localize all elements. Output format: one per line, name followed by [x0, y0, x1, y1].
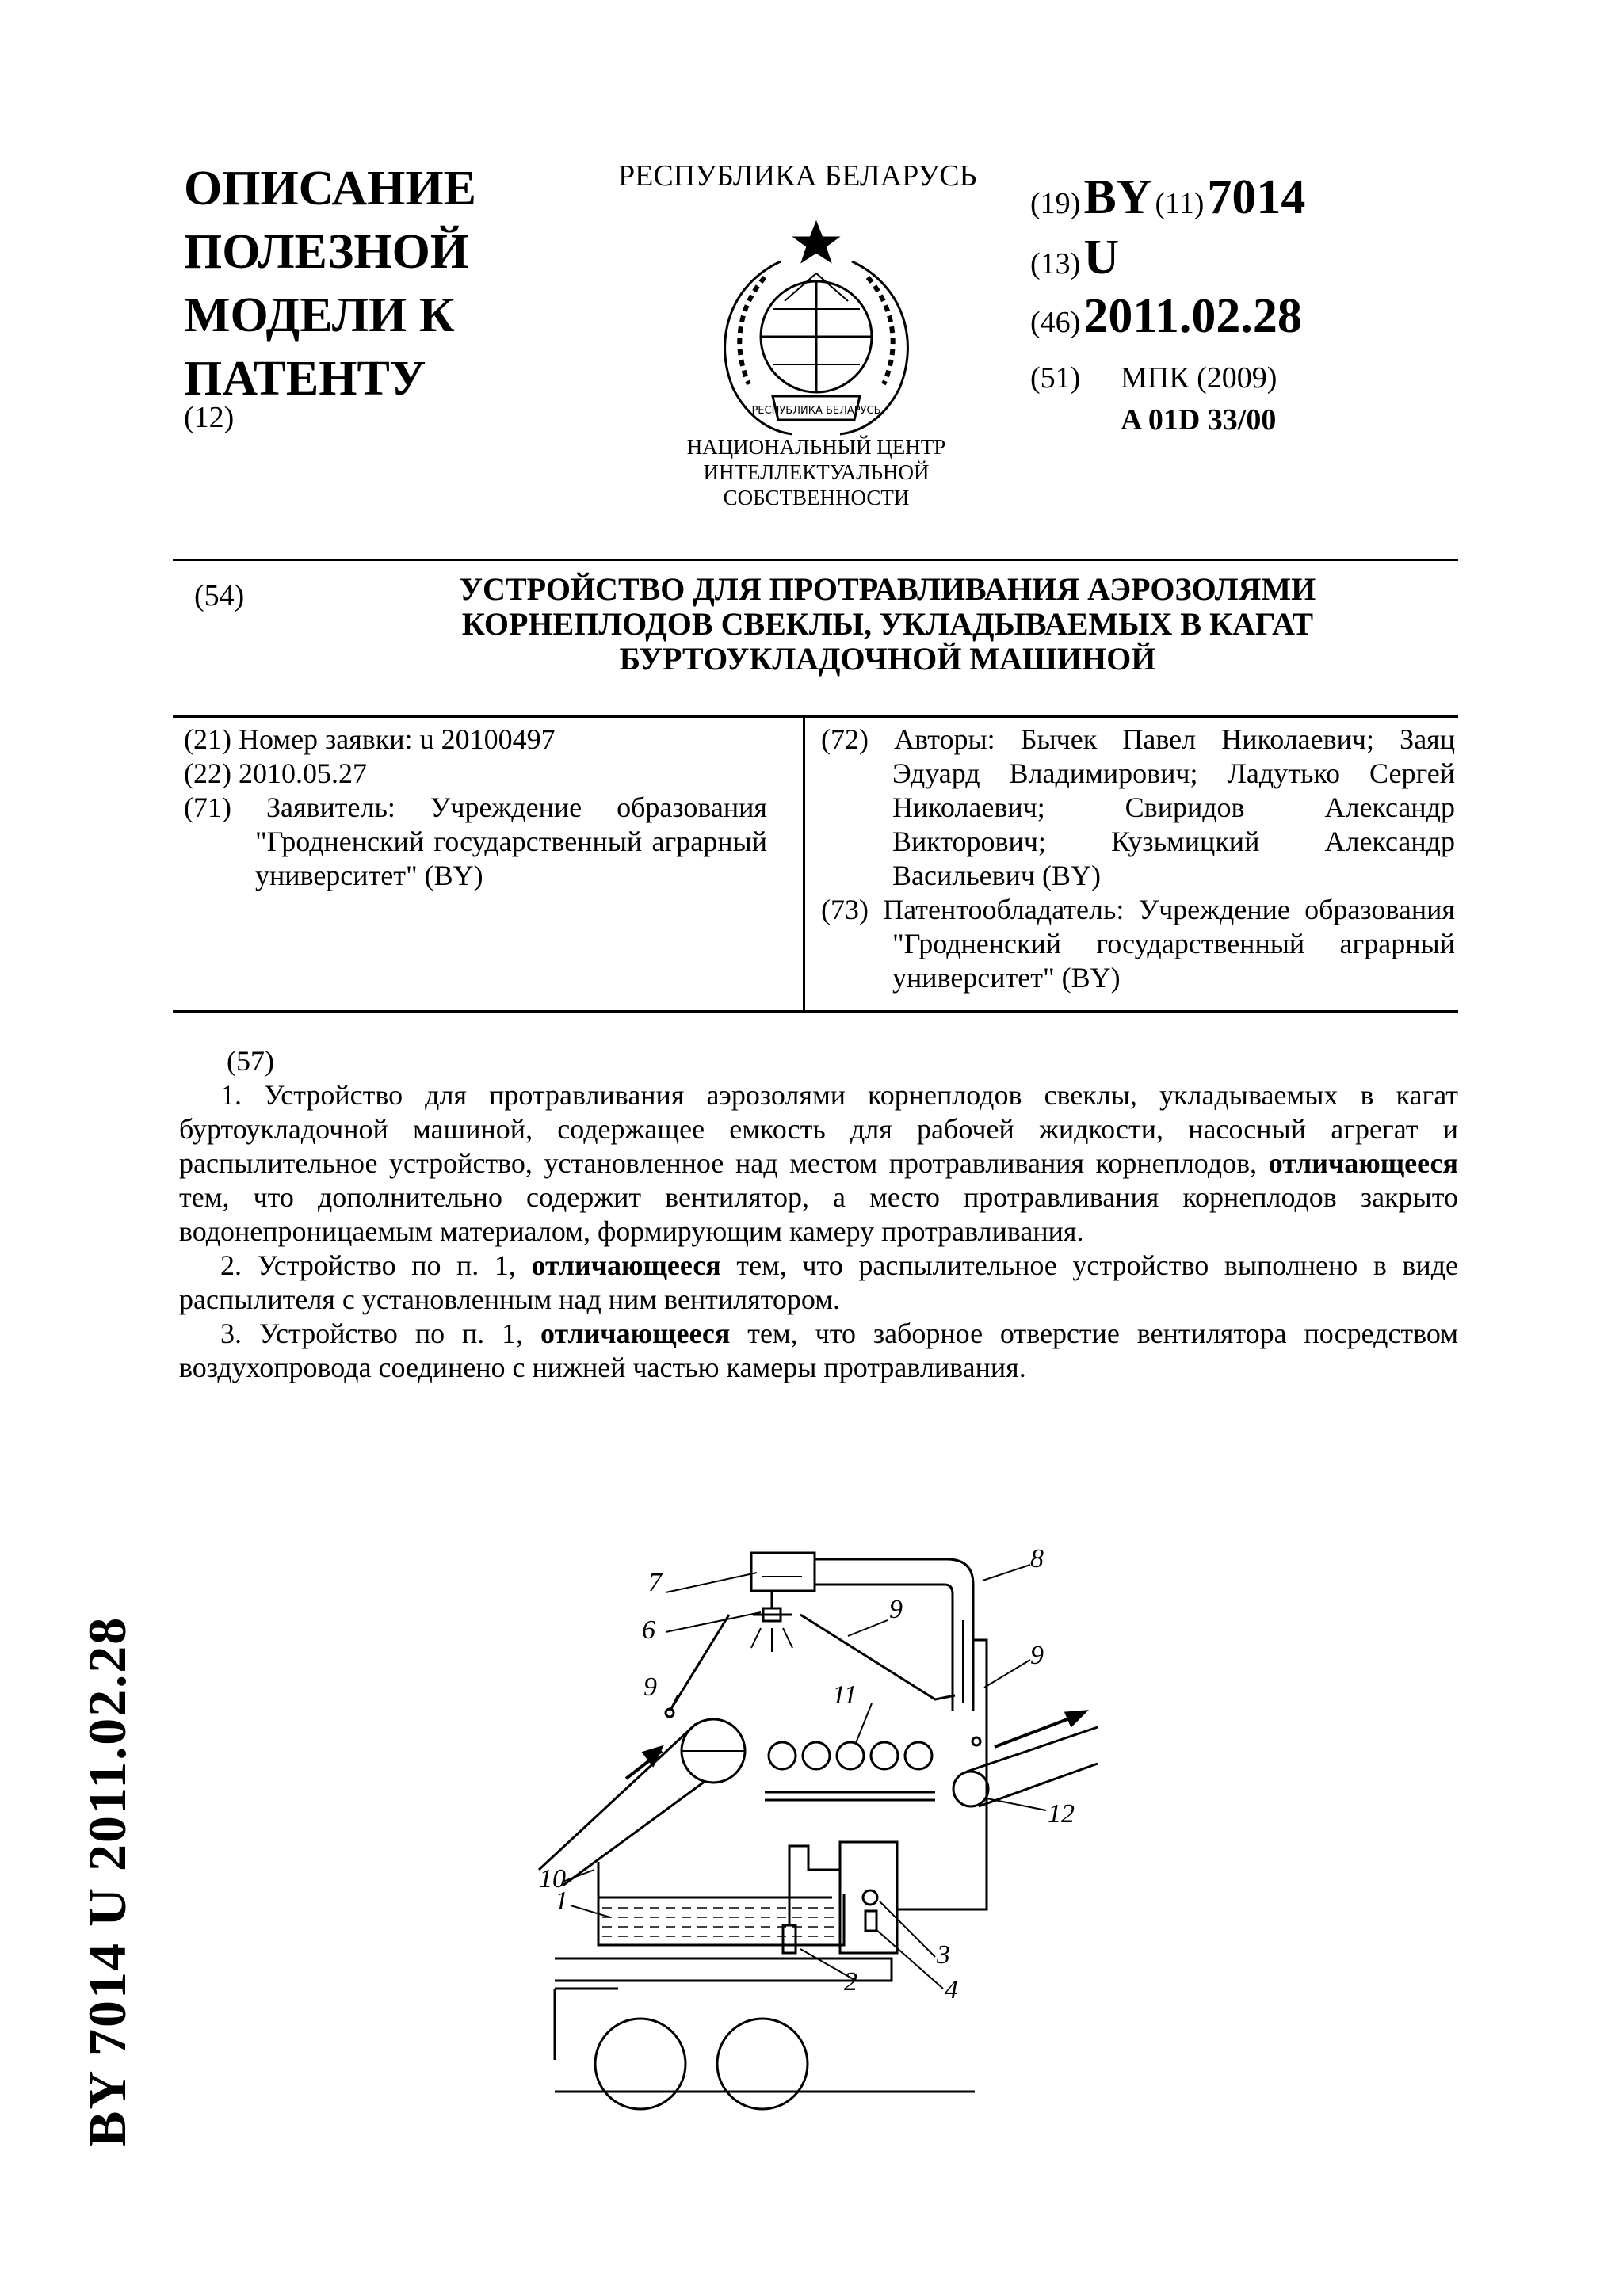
code-19: (19) [1030, 187, 1081, 220]
application-number: (21) Номер заявки: u 20100497 [184, 723, 556, 755]
label-7: 8 [1030, 1544, 1044, 1573]
code-11: (11) [1155, 187, 1205, 220]
patent-number: 7014 [1207, 170, 1306, 224]
label-12: 12 [1048, 1799, 1075, 1829]
code-13: (13) [1030, 247, 1081, 280]
loading-conveyor [539, 1724, 705, 1886]
claim-1: 1. Устройство для протравливания аэрозолями корнеплодов свеклы, укладываемых в кагат буртоукладочной машиной, содержащее емкость для рабочей жидкости, насосный агрегат и распылительное устройство, установленное над местом протравливания корнеплодов, отличающееся тем, что дополнительно содержит вентилятор, а место протравливания корнеплодов закрыто водонепроницаемым материалом, формирующим камеру протравливания. [179, 1079, 1458, 1247]
label-10: 10 [539, 1864, 566, 1894]
label-4: 4 [945, 1975, 958, 2004]
national-center-label: НАЦИОНАЛЬНЫЙ ЦЕНТР ИНТЕЛЛЕКТУАЛЬНОЙ СОБСТВЕННОСТИ [686, 435, 946, 509]
pump-unit [840, 1842, 897, 1953]
side-identifier: BY 7014 U 2011.02.28 [77, 1615, 137, 2147]
code-51: (51) [1030, 361, 1081, 395]
code-12: (12) [184, 401, 235, 434]
authors: (72) Авторы: Бычек Павел Николаевич; Заяц Эдуард Владимирович; Ладутько Сергей Николаевич; Свиридов Александр Викторович; Кузьмицкий Александр Васильевич (BY) [821, 723, 1455, 891]
kind-code: U [1083, 231, 1120, 284]
code-54: (54) [194, 579, 245, 612]
manometer [863, 1890, 877, 1905]
label-8: 9 [889, 1595, 903, 1624]
wheel [595, 2019, 685, 2109]
wheel [717, 2019, 808, 2109]
publication-date: 2011.02.28 [1083, 289, 1302, 343]
republic-label: РЕСПУБЛИКА БЕЛАРУСЬ [618, 159, 977, 193]
fan-box [751, 1553, 815, 1591]
ipc-label: МПК (2009) [1121, 361, 1277, 395]
chamber-cover [670, 1615, 955, 1711]
patent-owner: (73) Патентообладатель: Учреждение образования "Гродненский государственный аграрный университет" (BY) [821, 894, 1455, 994]
discharge-drum [953, 1772, 988, 1806]
label-9a: 9 [643, 1672, 657, 1702]
claim-3: 3. Устройство по п. 1, отличающееся тем, что заборное отверстие вентилятора посредством воздухопровода соединено с нижней частью камеры протравливания. [179, 1318, 1458, 1383]
filing-date: (22) 2010.05.27 [184, 757, 367, 789]
label-1: 1 [555, 1886, 568, 1916]
invention-title: УСТРОЙСТВО ДЛЯ ПРОТРАВЛИВАНИЯ АЭРОЗОЛЯМИ КОРНЕПЛОДОВ СВЕКЛЫ, УКЛАДЫВАЕМЫХ В КАГАТ БУРТОУКЛАДОЧНОЙ МАШИНОЙ [459, 571, 1316, 677]
label-11: 11 [832, 1680, 857, 1710]
svg-text:РЕСПУБЛИКА БЕЛАРУСЬ: РЕСПУБЛИКА БЕЛАРУСЬ [751, 405, 881, 417]
label-9b: 9 [1030, 1641, 1044, 1670]
label-2: 2 [844, 1967, 857, 1997]
document-type-title: ОПИСАНИЕ ПОЛЕЗНОЙ МОДЕЛИ К ПАТЕНТУ [184, 162, 476, 406]
ipc-class: A 01D 33/00 [1121, 403, 1277, 437]
claim-2: 2. Устройство по п. 1, отличающееся тем, что распылительное устройство выполнено в виде распылителя с установленным над ним вентилятором. [179, 1249, 1458, 1315]
code-57: (57) [227, 1045, 274, 1077]
applicant: (71) Заявитель: Учреждение образования "Гродненский государственный аграрный университет" (BY) [184, 791, 767, 891]
label-6: 7 [648, 1568, 662, 1597]
country-code: BY [1083, 170, 1152, 224]
code-46: (46) [1030, 306, 1081, 339]
label-5: 6 [642, 1615, 655, 1645]
label-3: 3 [937, 1940, 950, 1970]
tank [598, 1862, 844, 1945]
